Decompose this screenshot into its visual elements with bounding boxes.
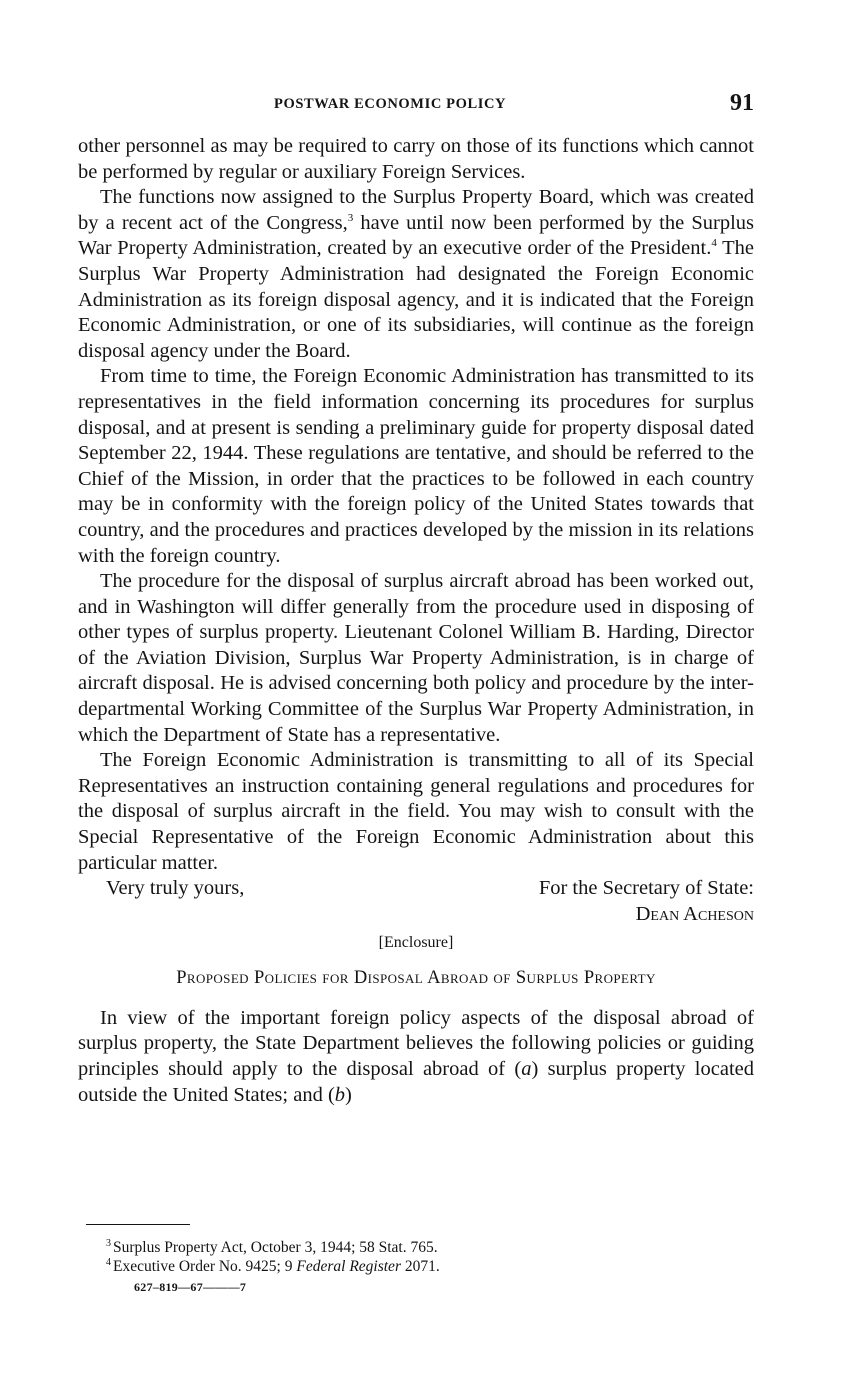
- footnote-text: 2071.: [400, 1258, 440, 1275]
- footnote-reference-3: 3: [347, 211, 354, 224]
- paragraph-text: ): [345, 1083, 352, 1106]
- footnote-reference-4: 4: [711, 237, 717, 250]
- footnote-text: Surplus Property Act, October 3, 1944; 58 Stat. 765.: [113, 1239, 438, 1256]
- item-letter-b: b: [334, 1083, 346, 1106]
- footnote-mark: 3: [106, 1237, 111, 1249]
- paragraph-text: In view of the important foreign policy aspects of the disposal abroad of surplus property, the State Department believes the following policies or guiding principles should apply to the disposal abroad of (: [78, 1006, 754, 1080]
- section-title: Proposed Policies for Disposal Abroad of Surplus Property: [176, 968, 656, 989]
- footnote-3: [106, 1238, 746, 1257]
- paragraph-text: ) surplus property located outside the United States; and (: [78, 1058, 754, 1106]
- paragraph-procedures: From time to time, the Foreign Economic Administration has transmitted to its representatives in the field information concerning its procedures for surplus disposal, and at present is sending a preliminary guide for property disposal dated September 22, 1944. These regulations are tentative, and should be referred to the Chief of the Mission, in order that the practices to be followed in each country may be in conformity with the foreign policy of the United States towards that country, and the procedures and practices developed by the mission in its relations with the foreign country.: [78, 365, 754, 567]
- letter-body: [78, 134, 754, 1108]
- footnotes: [106, 1238, 746, 1276]
- enclosure-label: [Enclosure]: [378, 934, 454, 952]
- for-secretary-line: For the Secretary of State:: [538, 877, 754, 900]
- page-number: 91: [730, 90, 754, 116]
- paragraph-text: The functions now assigned to the Surplus Property Board, which was created by a recent act of the Congress,: [78, 186, 754, 234]
- paragraph-text: have until now been performed by the Surplus War Property Administration, created by an executive order of the President.: [78, 211, 754, 260]
- footnote-divider: [86, 1224, 190, 1225]
- paragraph-aircraft-disposal: The procedure for the disposal of surplus aircraft abroad has been worked out, and in Washington will differ generally from the procedure used in disposing of other types of surplus property. Lieutenant Colonel William B. Harding, Director of the Aviation Division, Surplus War Property Administration, is in charge of aircraft disposal. He is advised concerning both policy and procedure by the inter-departmental Working Committee of the Surplus War Property Administration, in which the Department of State has a representative.: [78, 570, 754, 746]
- signature-name: Dean Acheson: [635, 903, 754, 926]
- running-header: [78, 92, 754, 120]
- running-title: POSTWAR ECONOMIC POLICY: [274, 96, 507, 112]
- paragraph-special-representatives: The Foreign Economic Administration is transmitting to all of its Special Representatives an instruction containing general regulations and procedures for the disposal of surplus aircraft in the field. You may wish to consult with the Special Representative of the Foreign Economic Administration about this particular matter.: [78, 749, 754, 874]
- footnote-text: Executive Order No. 9425; 9: [113, 1258, 297, 1275]
- footnote-mark: 4: [106, 1256, 111, 1268]
- salutation: Very truly yours,: [106, 877, 245, 900]
- footnote-4: [106, 1257, 746, 1276]
- item-letter-a: a: [521, 1058, 532, 1080]
- paragraph-surplus-property-board: [78, 185, 754, 364]
- paragraph-enclosure: [78, 1006, 754, 1108]
- paragraph-text: The Surplus War Property Administration had designated the Foreign Economic Administration as its foreign disposal agency, and it is indicated that the Foreign Economic Administration, or one of its subsidiaries, will continue as the foreign disposal agency under the Board.: [78, 237, 754, 362]
- print-code: 627–819—67———7: [134, 1280, 247, 1294]
- closing-line: [78, 876, 754, 902]
- footnote-italic-text: Federal Register: [296, 1258, 401, 1275]
- paragraph-continuation: other personnel as may be required to carry on those of its functions which cannot be performed by regular or auxiliary Foreign Services.: [78, 135, 754, 183]
